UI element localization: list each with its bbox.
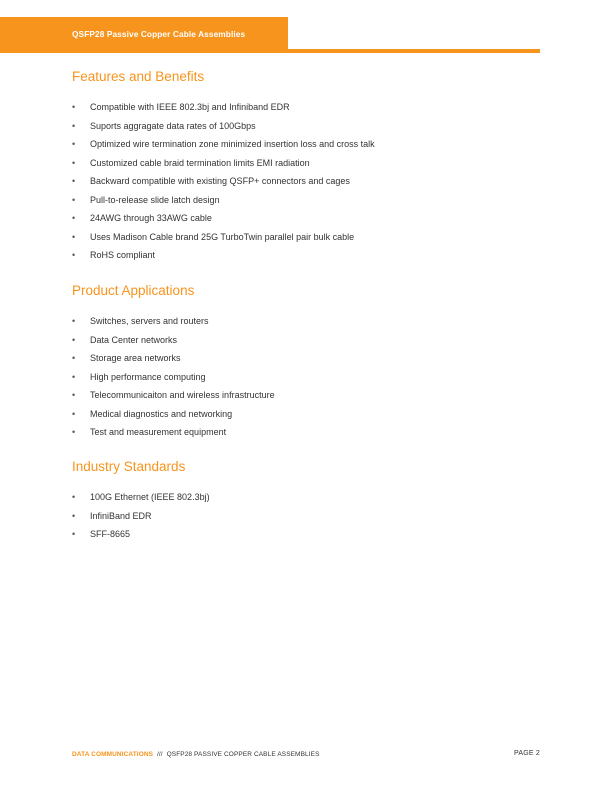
bullet-icon: • (72, 194, 76, 205)
list-item: • Telecommunicaiton and wireless infrastructure (72, 390, 275, 400)
features-list (72, 101, 375, 268)
footer-doc-title: QSFP28 PASSIVE COPPER CABLE ASSEMBLIES (166, 751, 320, 758)
bullet-icon: • (72, 231, 76, 242)
bullet-icon: • (72, 139, 76, 149)
list-item: • InfiniBand EDR (72, 510, 152, 521)
footer-separator: /// (157, 751, 163, 758)
bullet-icon: • (72, 492, 76, 502)
footer-category: DATA COMMUNICATIONS (72, 751, 154, 758)
list-item: • RoHS compliant (72, 250, 156, 260)
bullet-icon: • (72, 213, 76, 223)
section-heading-applications: Product Applications (72, 283, 195, 298)
list-item: • SFF-8665 (72, 529, 131, 539)
list-item: • 100G Ethernet (IEEE 802.3bj) (72, 492, 210, 502)
bullet-icon: • (72, 250, 76, 260)
page-number: PAGE 2 (514, 750, 540, 757)
bullet-icon: • (72, 371, 76, 382)
list-item: • Data Center networks (72, 334, 178, 345)
list-item: • 24AWG through 33AWG cable (72, 213, 212, 223)
bullet-icon: • (72, 353, 76, 363)
list-item: • Customized cable braid termination limits EMI radiation (72, 157, 310, 168)
list-item: • Pull-to-release slide latch design (72, 194, 220, 205)
list-item: • Test and measurement equipment (72, 427, 227, 437)
bullet-icon: • (72, 529, 76, 539)
bullet-icon: • (72, 427, 76, 437)
bullet-icon: • (72, 120, 76, 131)
list-item: • Suports aggragate data rates of 100Gbps (72, 120, 256, 131)
list-item: • High performance computing (72, 371, 206, 382)
list-item: • Storage area networks (72, 353, 181, 363)
section-heading-features: Features and Benefits (72, 69, 205, 84)
bullet-icon: • (72, 316, 76, 326)
bullet-icon: • (72, 157, 76, 168)
list-item: • Medical diagnostics and networking (72, 408, 233, 419)
list-item: • Compatible with IEEE 802.3bj and Infiniband EDR (72, 102, 290, 112)
applications-list (72, 315, 275, 445)
list-item: • Uses Madison Cable brand 25G TurboTwin parallel pair bulk cable (72, 231, 355, 242)
standards-list (72, 491, 210, 547)
footer (72, 751, 320, 758)
bullet-icon: • (72, 102, 76, 112)
section-heading-standards: Industry Standards (72, 459, 186, 474)
header-title: QSFP28 Passive Copper Cable Assemblies (72, 29, 246, 39)
list-item: • Switches, servers and routers (72, 316, 209, 326)
bullet-icon: • (72, 510, 76, 521)
bullet-icon: • (72, 334, 76, 345)
bullet-icon: • (72, 408, 76, 419)
list-item: • Optimized wire termination zone minimized insertion loss and cross talk (72, 139, 375, 149)
list-item: • Backward compatible with existing QSFP+ connectors and cages (72, 176, 350, 186)
header-rule (288, 49, 540, 53)
bullet-icon: • (72, 176, 76, 186)
bullet-icon: • (72, 390, 76, 400)
